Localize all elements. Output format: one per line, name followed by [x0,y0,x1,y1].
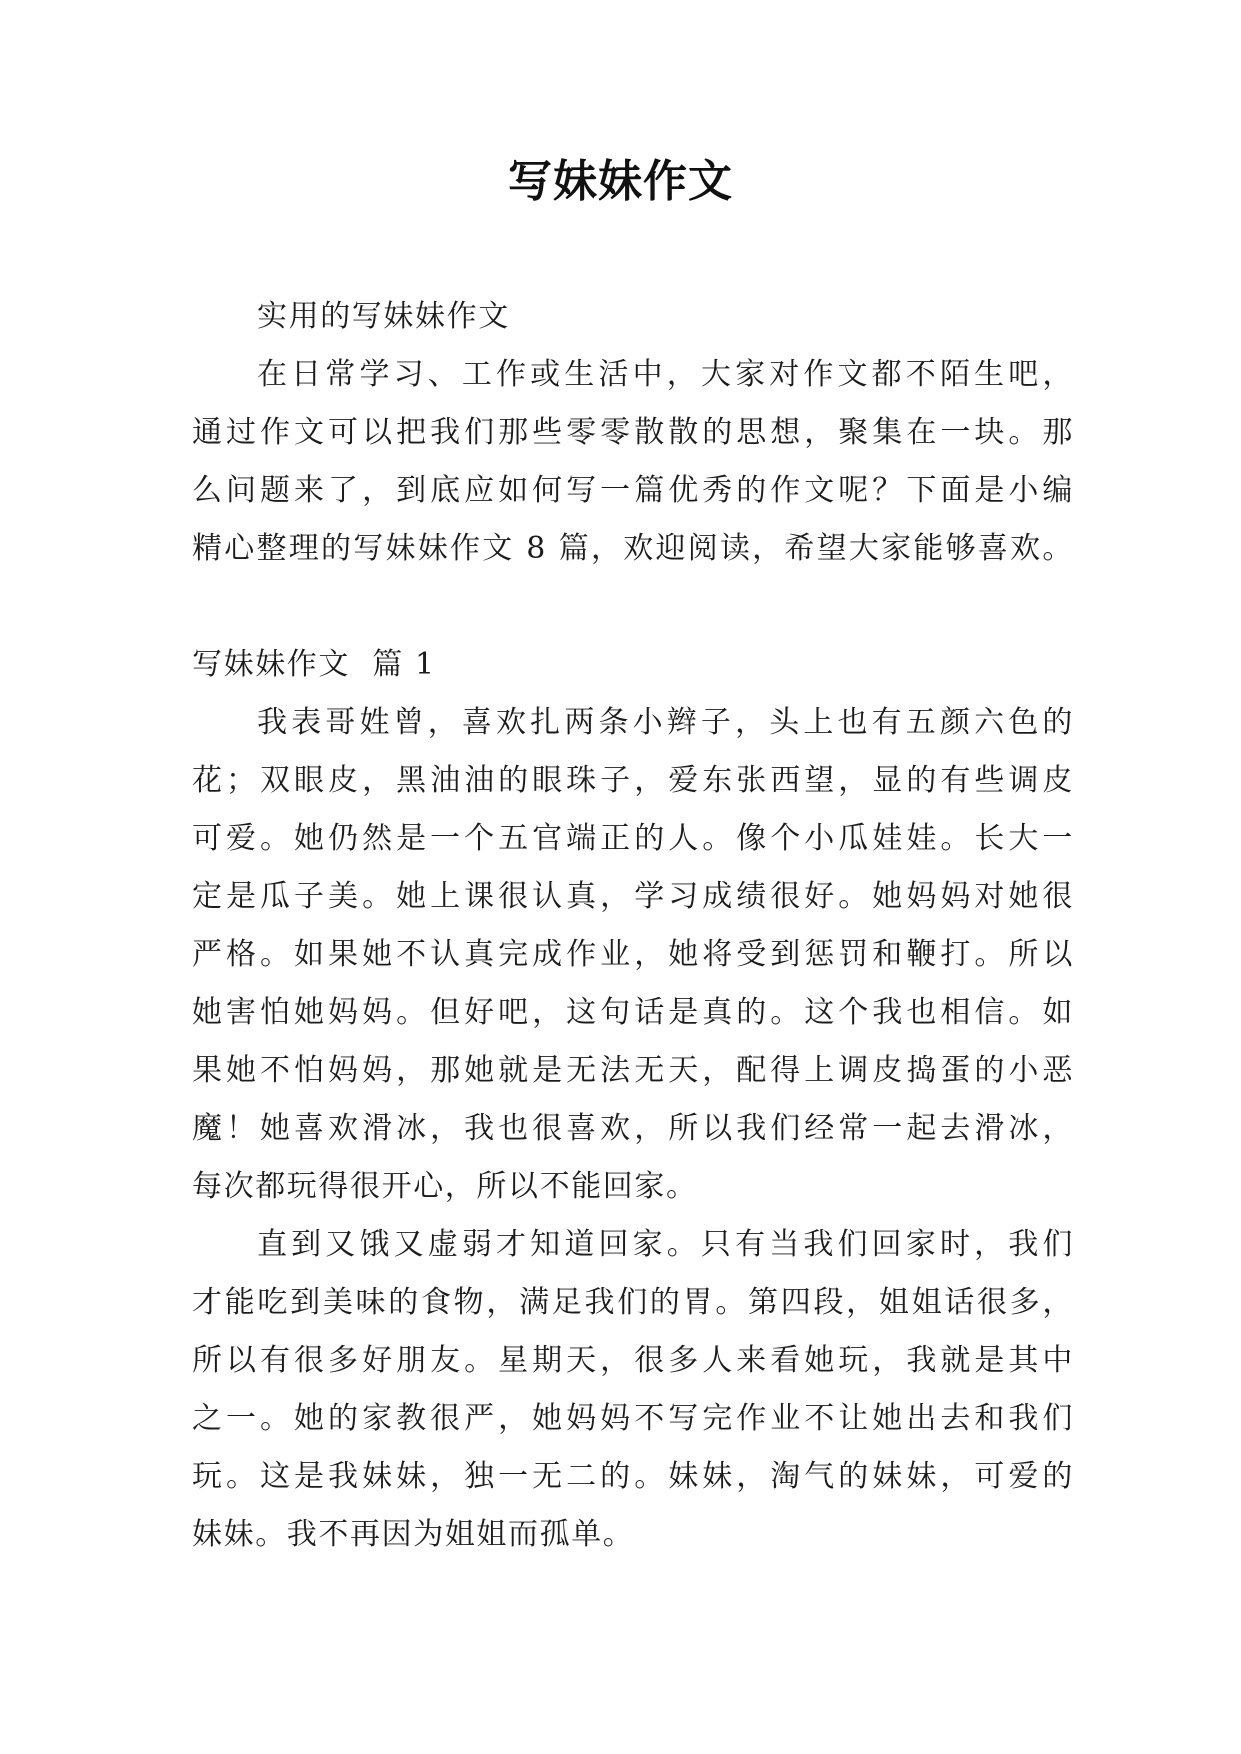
text-line: 通过作文可以把我们那些零零散散的思想，聚集在一块。那 [192,415,1074,450]
text-line: 玩。这是我妹妹，独一无二的。妹妹，淘气的妹妹，可爱的 [192,1459,1074,1494]
paragraph [192,694,1074,1216]
document-body [192,288,1074,1564]
intro-paragraph [192,346,1074,578]
text-line: 妹妹。我不再因为姐姐而孤单。 [192,1517,635,1552]
text-line: 么问题来了，到底应如何写一篇优秀的作文呢？下面是小编 [192,473,1074,508]
text-line: 才能吃到美味的食物，满足我们的胃。第四段，姐姐话很多， [192,1285,1074,1320]
text-line: 严格。如果她不认真完成作业，她将受到惩罚和鞭打。所以 [192,937,1074,972]
text-line: 我表哥姓曾，喜欢扎两条小辫子，头上也有五颜六色的 [257,705,1074,740]
text-line: 每次都玩得很开心，所以不能回家。 [192,1169,698,1204]
text-line: 在日常学习、工作或生活中，大家对作文都不陌生吧， [257,357,1074,392]
text-line: 定是瓜子美。她上课很认真，学习成绩很好。她妈妈对她很 [192,879,1074,914]
text-line: 可爱。她仍然是一个五官端正的人。像个小瓜娃娃。长大一 [192,821,1074,856]
document-title: 写妹妹作文 [508,156,733,207]
intro-heading: 实用的写妹妹作文 [257,299,510,334]
blank-line [192,578,1074,636]
text-line: 花；双眼皮，黑油油的眼珠子，爱东张西望，显的有些调皮 [192,763,1074,798]
text-line: 魔！她喜欢滑冰，我也很喜欢，所以我们经常一起去滑冰， [192,1111,1074,1146]
text-line: 所以有很多好朋友。星期天，很多人来看她玩，我就是其中 [192,1343,1074,1378]
section-heading: 写妹妹作文 篇 1 [192,647,436,682]
paragraph [192,1216,1074,1564]
text-line: 果她不怕妈妈，那她就是无法无天，配得上调皮捣蛋的小恶 [192,1053,1074,1088]
text-line: 她害怕她妈妈。但好吧，这句话是真的。这个我也相信。如 [192,995,1074,1030]
text-line: 精心整理的写妹妹作文 8 篇，欢迎阅读，希望大家能够喜欢。 [192,531,1074,566]
text-line: 之一。她的家教很严，她妈妈不写完作业不让她出去和我们 [192,1401,1074,1436]
text-line: 直到又饿又虚弱才知道回家。只有当我们回家时，我们 [257,1227,1074,1262]
